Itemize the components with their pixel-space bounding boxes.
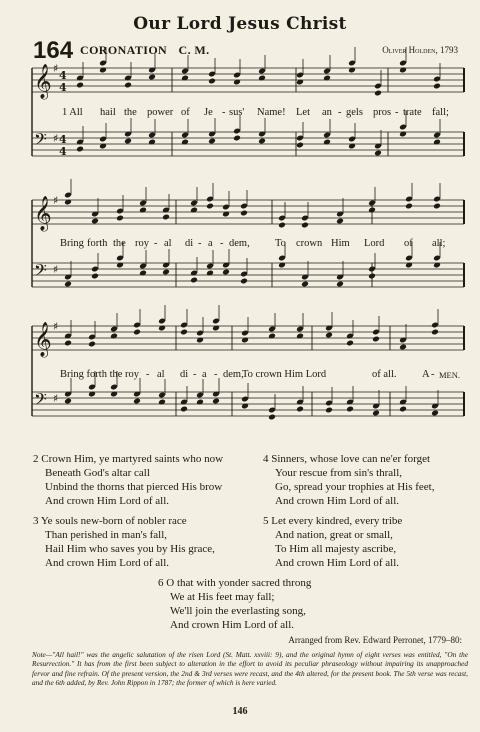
lyric-syllable: Je <box>204 107 213 118</box>
note-head <box>240 210 248 217</box>
lyric-syllable: Let <box>296 107 310 118</box>
verse-line: We at His feet may fall; <box>170 591 275 603</box>
lyric-syllable: sus' <box>229 107 245 118</box>
lyric-syllable: To <box>275 238 286 249</box>
note-head <box>325 332 333 339</box>
note-head <box>372 336 380 343</box>
treble-clef-icon: 𝄞 <box>34 322 52 357</box>
lyric-syllable: To crown Him Lord <box>242 369 327 380</box>
lyric-syllable: Bring forth the roy <box>60 369 140 380</box>
lyric-syllable: al <box>164 238 172 249</box>
note-head <box>399 344 407 351</box>
key-sharp-icon: ♯ <box>53 62 59 75</box>
lyric-syllable: a <box>202 369 207 380</box>
lyric-syllable: gels <box>346 107 363 118</box>
note-head <box>374 150 382 157</box>
note-head <box>162 214 170 221</box>
verse-line: 3 Ye souls new-born of nobler race <box>33 515 187 527</box>
verse-line: And crown Him Lord of all. <box>45 495 170 507</box>
lyric-syllable: of <box>404 238 413 249</box>
lyric-syllable: - <box>338 107 342 118</box>
lyric-syllable: dem, <box>223 369 244 380</box>
verse-line: And crown Him Lord of all. <box>170 619 295 631</box>
note-head <box>240 278 248 285</box>
note-head <box>208 138 216 145</box>
lyric-syllable: the <box>124 107 137 118</box>
lyric-syllable: - <box>431 369 435 380</box>
lyric-syllable: Name! <box>257 107 286 118</box>
verse-line: And crown Him Lord of all. <box>275 557 400 569</box>
note-head <box>64 340 72 347</box>
verse-line: Beneath God's altar call <box>45 467 150 479</box>
verse-line: To Him all majesty ascribe, <box>275 543 397 555</box>
lyric-syllable: MEN. <box>439 370 461 380</box>
note-head <box>88 341 96 348</box>
note-head <box>124 138 132 145</box>
lyric-syllable: pros <box>373 107 392 118</box>
note-head <box>190 277 198 284</box>
treble-clef-icon: 𝄞 <box>34 64 52 99</box>
note-head <box>222 269 230 276</box>
lyric-syllable: of <box>181 107 190 118</box>
note-head <box>268 414 276 421</box>
time-signature: 4 <box>59 133 67 146</box>
lyric-syllable: fall; <box>432 107 449 118</box>
lyric-syllable: forth <box>87 238 108 249</box>
note-head <box>91 273 99 280</box>
note-head <box>296 142 304 149</box>
lyric-syllable: al <box>157 369 165 380</box>
note-head <box>64 281 72 288</box>
lyric-syllable: the <box>113 238 126 249</box>
page-number: 146 <box>232 706 248 717</box>
lyric-syllable: an <box>322 107 332 118</box>
lyric-syllable: 1 All <box>62 107 83 118</box>
note-head <box>405 203 413 210</box>
bass-clef-icon: 𝄢 <box>34 129 47 153</box>
note-head <box>278 222 286 229</box>
lyric-syllable: a <box>208 238 213 249</box>
note-head <box>431 329 439 336</box>
lyric-syllable: - <box>220 238 224 249</box>
bass-clef-icon: 𝄢 <box>34 260 47 284</box>
lyric-syllable: Him <box>331 238 350 249</box>
verse-6 <box>158 576 311 632</box>
lyric-syllable: A <box>422 369 430 380</box>
note-head <box>180 329 188 336</box>
section-title: Our Lord Jesus Christ <box>133 14 347 34</box>
lyric-syllable: dem, <box>229 238 250 249</box>
verse-4 <box>263 452 434 508</box>
key-sharp-icon: ♯ <box>53 263 59 276</box>
note-head <box>133 398 141 405</box>
key-sharp-icon: ♯ <box>53 132 59 145</box>
historical-note: Note—"All hail!" was the angelic salutation of the risen Lord (St. Matt. xxviii: 9), and the original hymn of eight verses was entitled, "On the Resurrection." It has from the first been subject to alteration in the effort to avoid its peculiar phraseology without impairing its unapproached fervor and fine refrain. Of the present version, the 2nd & 3rd verses were recast, and the 4th altered, for the present book. The 5th verse was recast, and the 6th added, by Rev. John Rippon in 1787; the former of which is here varied. <box>32 650 468 688</box>
note-head <box>206 203 214 210</box>
verse-2 <box>33 452 223 508</box>
verse-5 <box>263 514 402 570</box>
note-head <box>368 273 376 280</box>
note-head <box>433 83 441 90</box>
key-sharp-icon: ♯ <box>53 392 59 405</box>
note-head <box>301 222 309 229</box>
lyric-syllable: di <box>185 238 194 249</box>
hymn-number: 164 <box>33 37 74 64</box>
note-head <box>233 135 241 142</box>
lyric-syllable: - <box>214 369 218 380</box>
note-head <box>374 90 382 97</box>
lyric-syllable: power <box>147 107 174 118</box>
time-signature: 4 <box>59 145 67 158</box>
note-head <box>116 215 124 222</box>
note-head <box>296 406 304 413</box>
key-sharp-icon: ♯ <box>53 320 59 333</box>
note-head <box>162 269 170 276</box>
verse-line: And crown Him Lord of all. <box>45 557 170 569</box>
verse-line: We'll join the everlasting song, <box>170 605 306 617</box>
verse-line: 2 Crown Him, ye martyred saints who now <box>33 453 224 465</box>
verse-line: And crown Him Lord of all. <box>275 495 400 507</box>
bass-clef-icon: 𝄢 <box>34 389 47 413</box>
lyric-syllable: - <box>395 107 399 118</box>
key-sharp-icon: ♯ <box>53 194 59 207</box>
note-head <box>124 82 132 89</box>
lyrics-line-2 <box>0 238 480 252</box>
note-head <box>346 340 354 347</box>
lyric-syllable: of all. <box>372 369 397 380</box>
lyric-syllable: roy <box>135 238 149 249</box>
lyric-syllable: hail <box>100 107 116 118</box>
note-head <box>64 398 72 405</box>
note-head <box>433 203 441 210</box>
treble-clef-icon: 𝄞 <box>34 196 52 231</box>
note-head <box>431 410 439 417</box>
note-head <box>212 398 220 405</box>
composer: Oliver Holden, 1793 <box>382 45 458 55</box>
note-head <box>76 82 84 89</box>
verse-line: 5 Let every kindred, every tribe <box>263 515 403 527</box>
note-head <box>133 329 141 336</box>
lyric-syllable: crown <box>296 238 323 249</box>
verse-line: Hail Him who saves you by His grace, <box>45 543 215 555</box>
lyrics-line-1 <box>0 107 480 121</box>
note-head <box>336 281 344 288</box>
note-head <box>91 218 99 225</box>
note-head <box>208 78 216 85</box>
lyric-syllable: - <box>154 238 158 249</box>
lyric-syllable: trate <box>403 107 422 118</box>
note-head <box>258 138 266 145</box>
tune-name: CORONATION <box>80 43 168 57</box>
lyric-syllable: - <box>146 369 150 380</box>
note-head <box>325 407 333 414</box>
verse-line: Go, spread your trophies at His feet, <box>275 481 435 493</box>
note-head <box>346 406 354 413</box>
note-head <box>399 406 407 413</box>
lyric-syllable: all; <box>432 238 446 249</box>
time-signature: 4 <box>59 69 67 82</box>
note-head <box>301 281 309 288</box>
verse-line: 6 O that with yonder sacred throng <box>158 577 312 589</box>
note-head <box>180 406 188 413</box>
lyric-syllable: - <box>222 107 226 118</box>
lyric-syllable: Bring <box>60 238 84 249</box>
meter: C. M. <box>178 43 210 57</box>
lyric-syllable: Lord <box>364 238 385 249</box>
lyric-syllable: - <box>193 369 197 380</box>
time-signature: 4 <box>59 81 67 94</box>
verse-3 <box>33 514 215 570</box>
verse-line: And nation, great or small, <box>275 529 393 541</box>
verse-line: Unbind the thorns that pierced His brow <box>45 481 223 493</box>
verse-line: 4 Sinners, whose love can ne'er forget <box>263 453 431 465</box>
lyric-syllable: di <box>180 369 189 380</box>
note-head <box>76 146 84 153</box>
arranger-credit: Arranged from Rev. Edward Perronet, 1779–80: <box>288 635 462 645</box>
note-head <box>336 218 344 225</box>
note-head <box>148 74 156 81</box>
lyric-syllable: - <box>198 238 202 249</box>
note-head <box>372 410 380 417</box>
lyrics-line-3 <box>0 369 480 383</box>
verse-line: Your rescue from sin's thrall, <box>275 467 403 479</box>
verse-line: Than perished in man's fall, <box>45 529 168 541</box>
